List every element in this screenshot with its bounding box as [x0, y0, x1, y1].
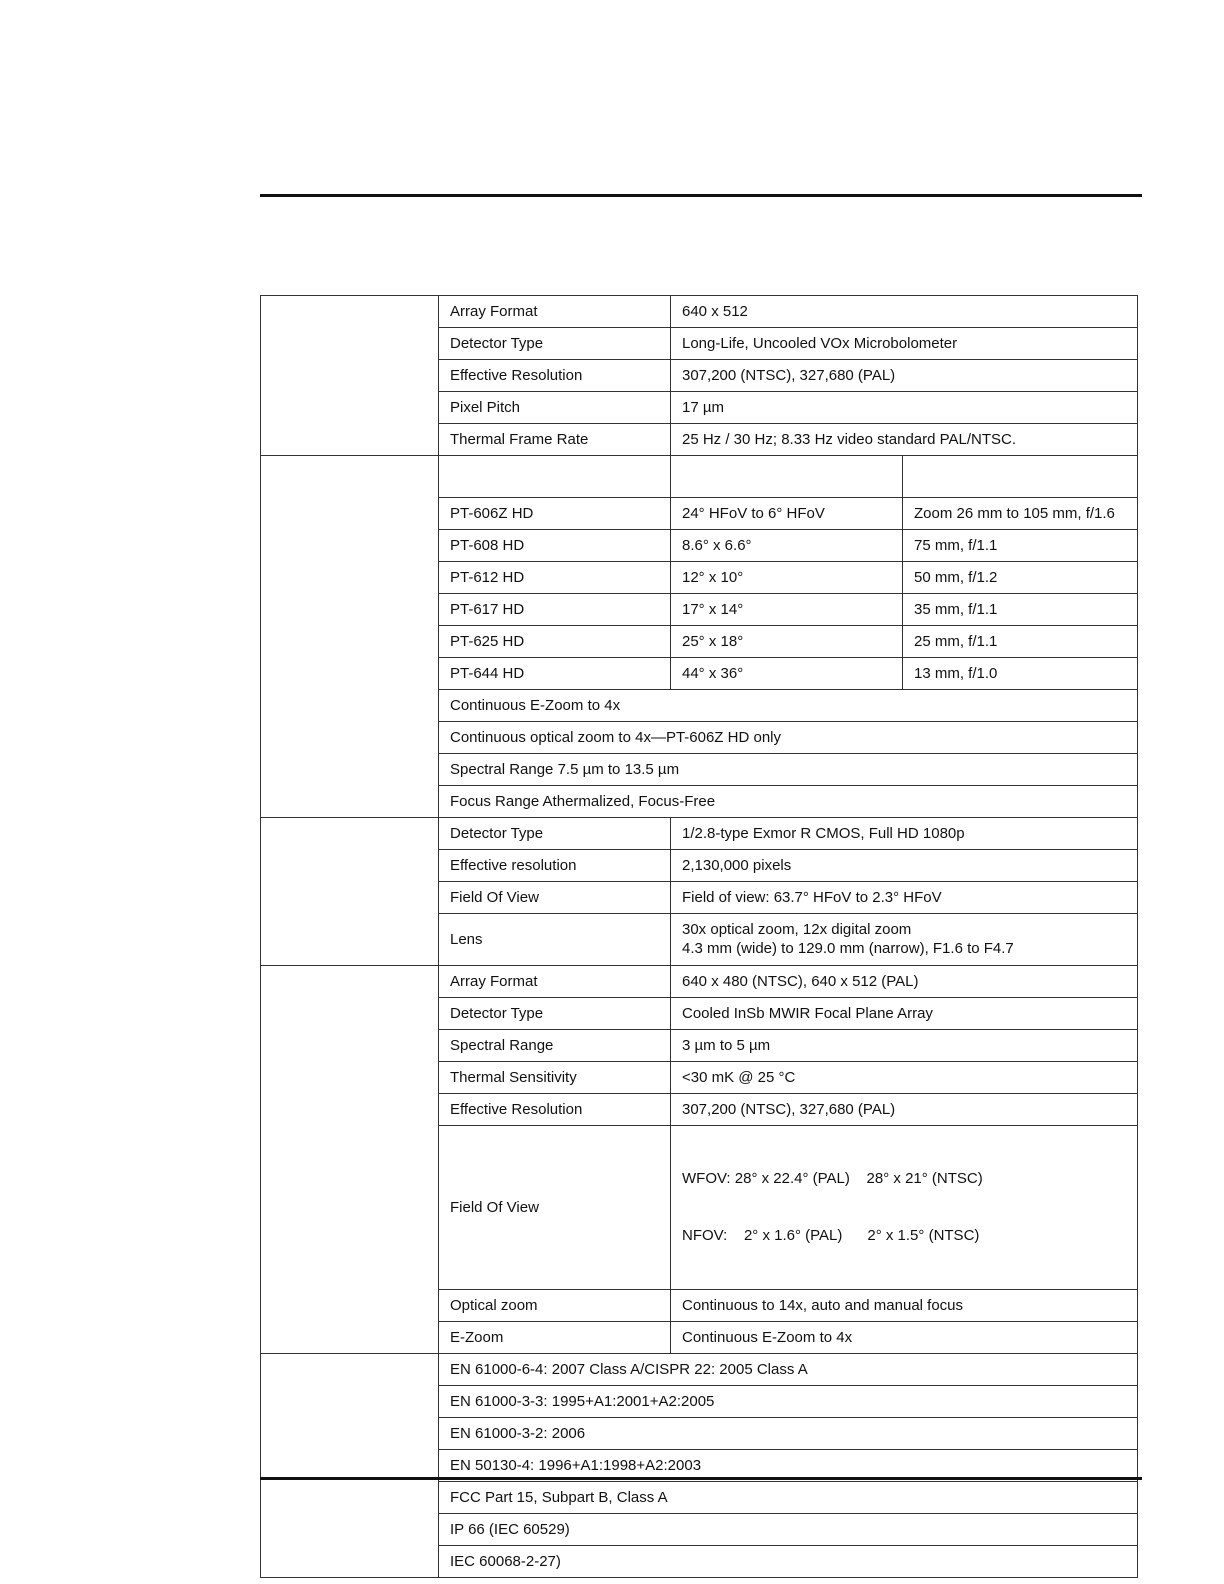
spec-value: Long-Life, Uncooled VOx Microbolometer	[671, 328, 1138, 360]
approval-item: EN 61000-6-4: 2007 Class A/CISPR 22: 2005 Class A	[439, 1354, 1138, 1386]
spec-value: 17 µm	[671, 392, 1138, 424]
table-row	[261, 818, 1138, 850]
optics-model: PT-617 HD	[439, 594, 671, 626]
spec-label: Detector Type	[439, 998, 671, 1030]
fov-line-1: WFOV: 28° x 22.4° (PAL) 28° x 21° (NTSC)	[682, 1170, 983, 1187]
table-row	[261, 296, 1138, 328]
approval-item: IP 66 (IEC 60529)	[439, 1514, 1138, 1546]
spec-label: Array Format	[439, 966, 671, 998]
approval-item: FCC Part 15, Subpart B, Class A	[439, 1482, 1138, 1514]
lens-line-1: 30x optical zoom, 12x digital zoom	[682, 921, 912, 938]
spec-value: 307,200 (NTSC), 327,680 (PAL)	[671, 1094, 1138, 1126]
table-row	[261, 966, 1138, 998]
table-row-header	[261, 456, 1138, 498]
spec-label: Array Format	[439, 296, 671, 328]
category-cell-visible	[261, 818, 439, 966]
category-cell-thermal	[261, 296, 439, 456]
optics-model: PT-606Z HD	[439, 498, 671, 530]
optics-note: Continuous E-Zoom to 4x	[439, 690, 1138, 722]
spec-value: Continuous to 14x, auto and manual focus	[671, 1290, 1138, 1322]
optics-lens: 50 mm, f/1.2	[903, 562, 1138, 594]
spec-table	[260, 295, 1138, 1578]
optics-header-fov	[671, 456, 903, 498]
fov-line-2: NFOV: 2° x 1.6° (PAL) 2° x 1.5° (NTSC)	[682, 1227, 980, 1244]
optics-lens: 75 mm, f/1.1	[903, 530, 1138, 562]
spec-label: Detector Type	[439, 818, 671, 850]
spec-label: Field Of View	[439, 882, 671, 914]
approval-item: EN 61000-3-3: 1995+A1:2001+A2:2005	[439, 1386, 1138, 1418]
optics-lens: 25 mm, f/1.1	[903, 626, 1138, 658]
spec-value: 3 µm to 5 µm	[671, 1030, 1138, 1062]
bottom-rule	[260, 1477, 1142, 1480]
spec-label: Optical zoom	[439, 1290, 671, 1322]
optics-fov: 17° x 14°	[671, 594, 903, 626]
spec-value: 640 x 512	[671, 296, 1138, 328]
optics-lens: 35 mm, f/1.1	[903, 594, 1138, 626]
approval-item: EN 61000-3-2: 2006	[439, 1418, 1138, 1450]
spec-label: Thermal Frame Rate	[439, 424, 671, 456]
spec-label: Thermal Sensitivity	[439, 1062, 671, 1094]
spec-value: 2,130,000 pixels	[671, 850, 1138, 882]
spec-label: Field Of View	[439, 1126, 671, 1290]
spec-value-multiline	[671, 1126, 1138, 1290]
optics-fov: 12° x 10°	[671, 562, 903, 594]
optics-note: Continuous optical zoom to 4x—PT-606Z HD only	[439, 722, 1138, 754]
spec-value: 640 x 480 (NTSC), 640 x 512 (PAL)	[671, 966, 1138, 998]
spec-value: <30 mK @ 25 °C	[671, 1062, 1138, 1094]
spec-label: Spectral Range	[439, 1030, 671, 1062]
spec-value: Continuous E-Zoom to 4x	[671, 1322, 1138, 1354]
optics-lens: 13 mm, f/1.0	[903, 658, 1138, 690]
spec-value: 25 Hz / 30 Hz; 8.33 Hz video standard PAL/NTSC.	[671, 424, 1138, 456]
optics-header-model	[439, 456, 671, 498]
spec-value: Field of view: 63.7° HFoV to 2.3° HFoV	[671, 882, 1138, 914]
spec-value-multiline	[671, 914, 1138, 966]
top-rule	[260, 194, 1142, 197]
spec-label: Effective resolution	[439, 850, 671, 882]
approval-item: EN 50130-4: 1996+A1:1998+A2:2003	[439, 1450, 1138, 1482]
spec-label: Effective Resolution	[439, 1094, 671, 1126]
optics-lens: Zoom 26 mm to 105 mm, f/1.6	[903, 498, 1138, 530]
optics-model: PT-612 HD	[439, 562, 671, 594]
optics-fov: 25° x 18°	[671, 626, 903, 658]
optics-fov: 24° HFoV to 6° HFoV	[671, 498, 903, 530]
optics-model: PT-608 HD	[439, 530, 671, 562]
table-row	[261, 1354, 1138, 1386]
optics-note: Focus Range Athermalized, Focus-Free	[439, 786, 1138, 818]
approval-item: IEC 60068-2-27)	[439, 1546, 1138, 1578]
spec-value: 307,200 (NTSC), 327,680 (PAL)	[671, 360, 1138, 392]
lens-line-2: 4.3 mm (wide) to 129.0 mm (narrow), F1.6 to F4.7	[682, 940, 1014, 957]
spec-label: Lens	[439, 914, 671, 966]
spec-value: Cooled InSb MWIR Focal Plane Array	[671, 998, 1138, 1030]
optics-note: Spectral Range 7.5 µm to 13.5 µm	[439, 754, 1138, 786]
category-cell-approvals	[261, 1354, 439, 1578]
spec-value: 1/2.8-type Exmor R CMOS, Full HD 1080p	[671, 818, 1138, 850]
spec-label: Detector Type	[439, 328, 671, 360]
optics-model: PT-625 HD	[439, 626, 671, 658]
spec-label: Effective Resolution	[439, 360, 671, 392]
category-cell-mwir	[261, 966, 439, 1354]
spec-label: Pixel Pitch	[439, 392, 671, 424]
optics-model: PT-644 HD	[439, 658, 671, 690]
category-cell-optics	[261, 456, 439, 818]
optics-fov: 8.6° x 6.6°	[671, 530, 903, 562]
optics-header-lens	[903, 456, 1138, 498]
spec-label: E-Zoom	[439, 1322, 671, 1354]
optics-fov: 44° x 36°	[671, 658, 903, 690]
